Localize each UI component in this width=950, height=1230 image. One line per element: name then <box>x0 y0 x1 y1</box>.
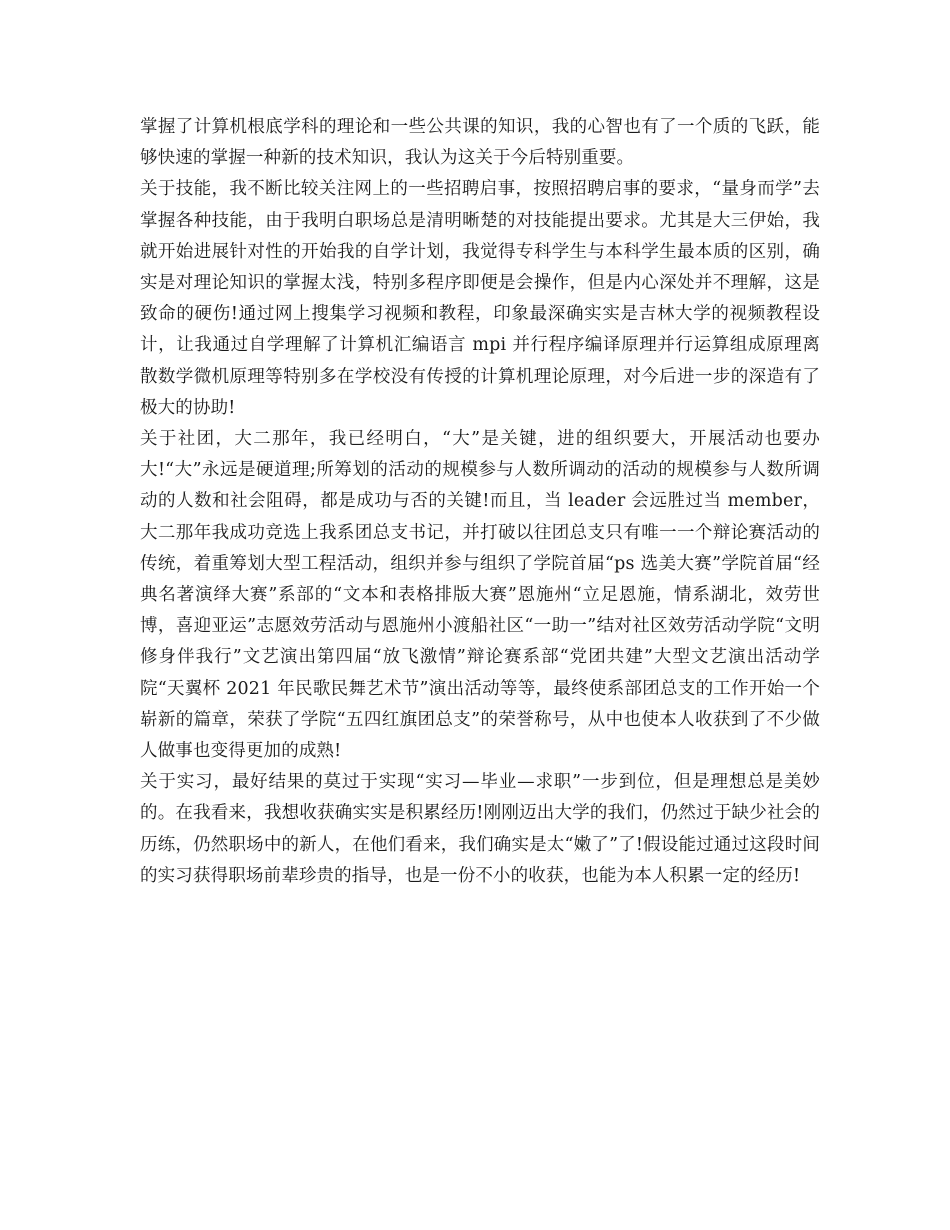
document-body <box>140 112 820 892</box>
paragraph-skills: 关于技能，我不断比较关注网上的一些招聘启事，按照招聘启事的要求，“量身而学”去掌握各种技能，由于我明白职场总是清明晰楚的对技能提出要求。尤其是大三伊始，我就开始进展针对性的开始我的自学计划，我觉得专科学生与本科学生最本质的区别，确实是对理论知识的掌握太浅，特别多程序即便是会操作，但是内心深处并不理解，这是致命的硬伤!通过网上搜集学习视频和教程，印象最深确实实是吉林大学的视频教程设计，让我通过自学理解了计算机汇编语言 mpi 并行程序编译原理并行运算组成原理离散数学微机原理等特别多在学校没有传授的计算机理论原理，对今后进一步的深造有了极大的协助! <box>140 179 820 418</box>
paragraph-internship: 关于实习，最好结果的莫过于实现“实习—毕业—求职”一步到位，但是理想总是美妙的。在我看来，我想收获确实实是积累经历!刚刚迈出大学的我们，仍然过于缺少社会的历练，仍然职场中的新人，在他们看来，我们确实是太“嫩了”了!假设能过通过这段时间的实习获得职场前辈珍贵的指导，也是一份不小的收获，也能为本人积累一定的经历! <box>140 772 820 886</box>
paragraph-club: 关于社团，大二那年，我已经明白，“大”是关键，进的组织要大，开展活动也要办大!“大”永远是硬道理;所筹划的活动的规模参与人数所调动的活动的规模参与人数所调动的人数和社会阻碍，都是成功与否的关键!而且，当 leader 会远胜过当 member，大二那年我成功竞选上我系团总支书记，并打破以往团总支只有唯一一个辩论赛活动的传统，着重筹划大型工程活动，组织并参与组织了学院首届“ps 选美大赛”学院首届“经典名著演绎大赛”系部的“文本和表格排版大赛”恩施州“立足恩施，情系湖北，效劳世博，喜迎亚运”志愿效劳活动与恩施州小渡船社区“一助一”结对社区效劳活动学院“文明修身伴我行”文艺演出第四届“放飞激情”辩论赛系部“党团共建”大型文艺演出活动学院“天翼杯 2021 年民歌民舞艺术节”演出活动等等，最终使系部团总支的工作开始一个崭新的篇章，荣获了学院“五四红旗团总支”的荣誉称号，从中也使本人收获到了不少做人做事也变得更加的成熟! <box>140 429 820 762</box>
paragraph-education: 掌握了计算机根底学科的理论和一些公共课的知识，我的心智也有了一个质的飞跃，能够快速的掌握一种新的技术知识，我认为这关于今后特别重要。 <box>140 117 820 169</box>
